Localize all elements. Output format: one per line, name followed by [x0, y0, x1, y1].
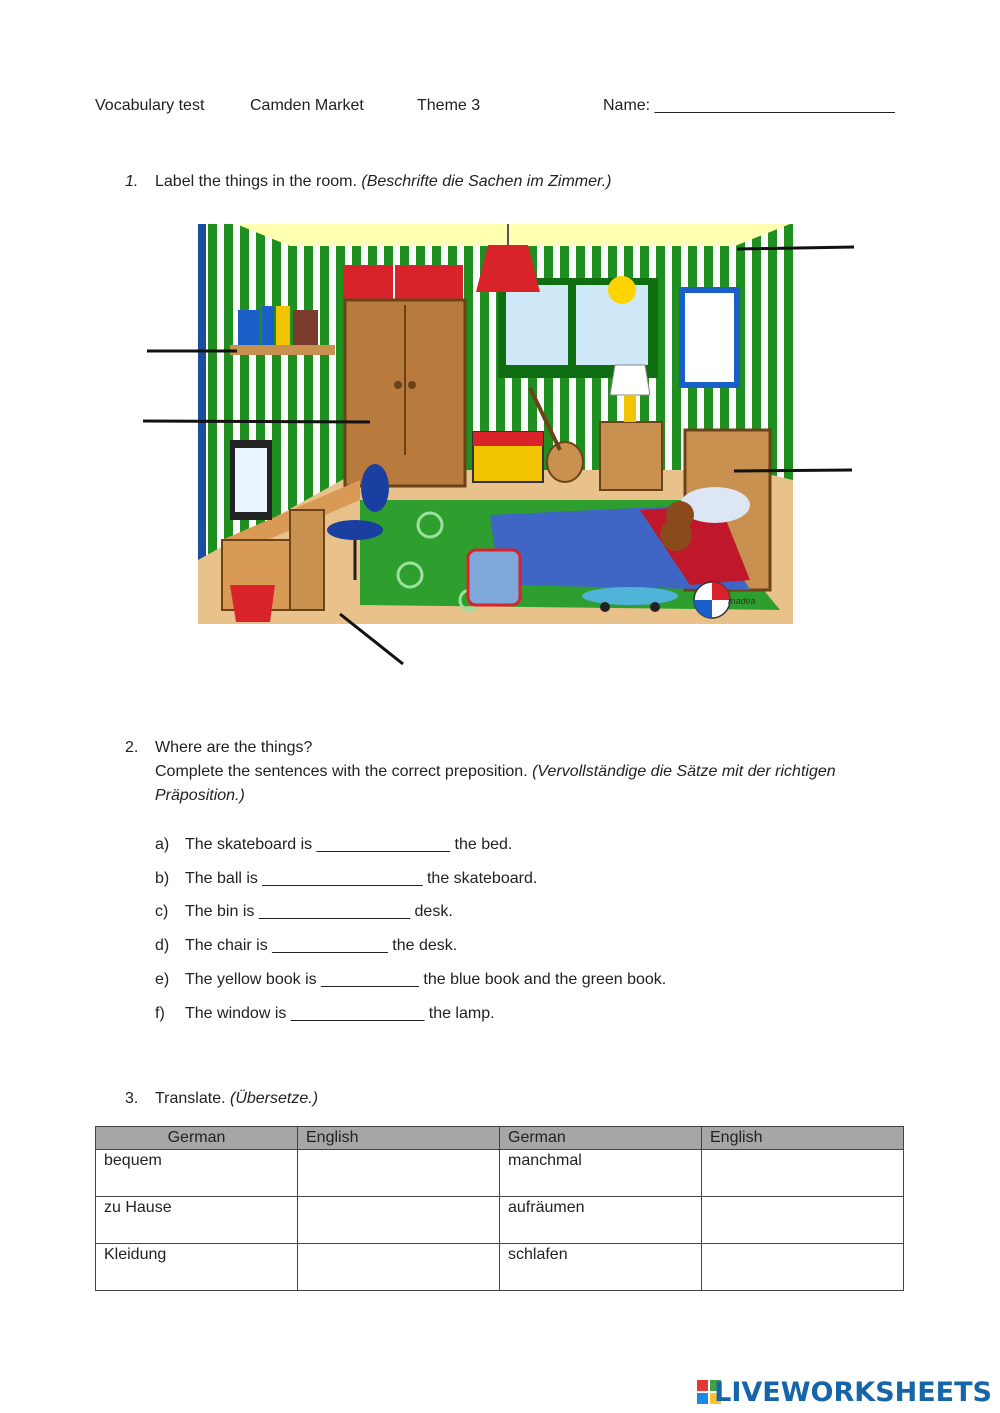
col-header-english: English	[702, 1127, 904, 1150]
q1-translation: (Beschrifte die Sachen im Zimmer.)	[361, 173, 612, 190]
q1-number: 1.	[125, 173, 139, 190]
q2-translation-2: Präposition.)	[155, 787, 245, 804]
item-text: The bin is _________________ desk.	[185, 903, 453, 920]
table-row	[96, 1197, 904, 1244]
q3-text: Translate.	[155, 1090, 226, 1107]
item-label: f)	[155, 1005, 165, 1022]
q2-translation-1: (Vervollständige die Sätze mit der richtigen	[532, 763, 836, 780]
german-word: Kleidung	[96, 1244, 298, 1291]
q1-text: Label the things in the room.	[155, 173, 357, 190]
col-header-german: German	[500, 1127, 702, 1150]
q2-text: Complete the sentences with the correct preposition.	[155, 763, 528, 780]
english-answer-cell[interactable]	[702, 1150, 904, 1197]
item-text: The yellow book is ___________ the blue book and the green book.	[185, 971, 667, 988]
room-illustration	[0, 200, 1000, 680]
english-answer-cell[interactable]	[298, 1244, 500, 1291]
col-header-german: German	[96, 1127, 298, 1150]
q1-instruction	[155, 173, 612, 191]
name-field[interactable]: Name: ___________________________	[603, 97, 895, 114]
q3-translation: (Übersetze.)	[230, 1090, 319, 1107]
translation-table	[95, 1126, 904, 1291]
sentence-item[interactable]	[155, 971, 666, 989]
german-word: bequem	[96, 1150, 298, 1197]
item-label: c)	[155, 903, 169, 920]
q3-number: 3.	[125, 1090, 139, 1107]
item-text: The window is _______________ the lamp.	[185, 1005, 495, 1022]
german-word: aufräumen	[500, 1197, 702, 1244]
english-answer-cell[interactable]	[702, 1244, 904, 1291]
item-text: The skateboard is _______________ the bed.	[185, 836, 513, 853]
item-label: d)	[155, 937, 170, 954]
german-word: zu Hause	[96, 1197, 298, 1244]
item-label: b)	[155, 870, 170, 887]
col-header-english: English	[298, 1127, 500, 1150]
test-title: Vocabulary test	[95, 97, 205, 114]
illustrator-signature: madea	[728, 596, 756, 606]
q3-instruction	[155, 1090, 318, 1108]
english-answer-cell[interactable]	[298, 1150, 500, 1197]
theme-label: Theme 3	[417, 97, 481, 114]
table-row	[96, 1244, 904, 1291]
german-word: schlafen	[500, 1244, 702, 1291]
english-answer-cell[interactable]	[702, 1197, 904, 1244]
unit-title: Camden Market	[250, 97, 364, 114]
sentence-item[interactable]	[155, 870, 537, 888]
item-label: e)	[155, 971, 170, 988]
table-header-row	[96, 1127, 904, 1150]
q2-number: 2.	[125, 739, 139, 756]
sentence-item[interactable]	[155, 903, 453, 921]
english-answer-cell[interactable]	[298, 1197, 500, 1244]
sentence-item[interactable]	[155, 836, 512, 854]
german-word: manchmal	[500, 1150, 702, 1197]
q2-instruction	[155, 763, 836, 781]
liveworksheets-logo[interactable]: LIVEWORKSHEETS	[714, 1377, 992, 1408]
sentence-item[interactable]	[155, 1005, 495, 1023]
item-text: The chair is _____________ the desk.	[185, 937, 458, 954]
table-row	[96, 1150, 904, 1197]
sentence-item[interactable]	[155, 937, 457, 955]
q2-title: Where are the things?	[155, 739, 313, 756]
item-text: The ball is __________________ the skateboard.	[185, 870, 538, 887]
item-label: a)	[155, 836, 170, 853]
